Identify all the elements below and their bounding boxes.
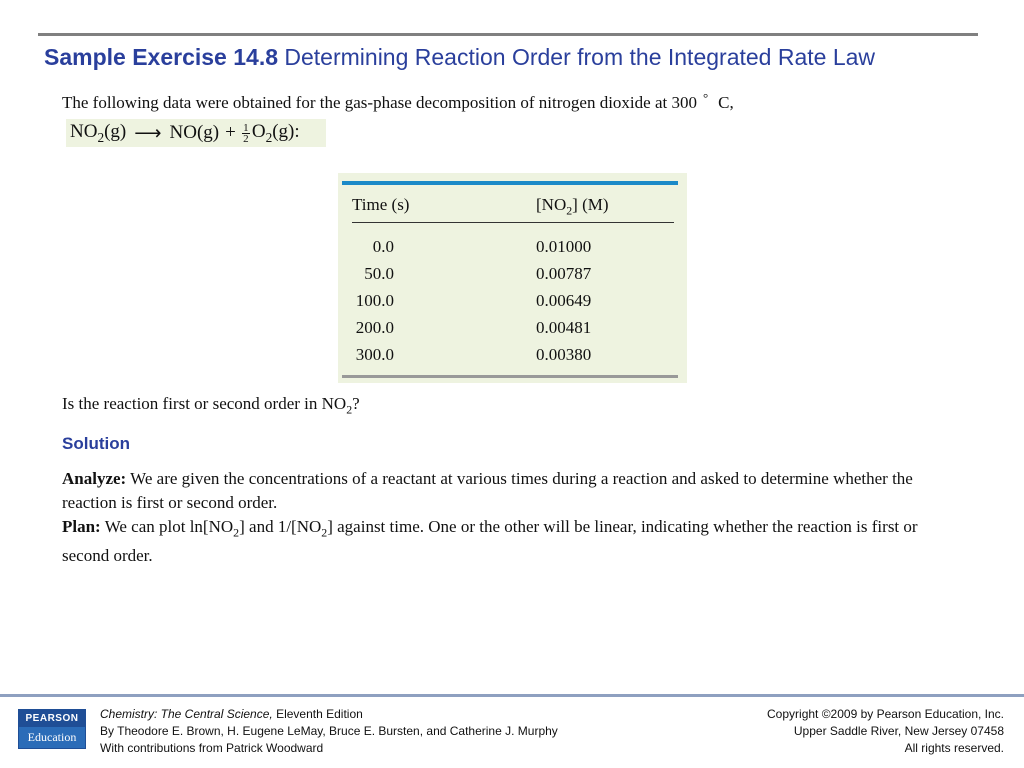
intro-sentence: The following data were obtained for the gas-phase decomposition of nitrogen dioxide at 300 <box>62 93 697 112</box>
question-text: Is the reaction first or second order in $NO_2$? <box>62 394 360 417</box>
publisher-address: Upper Saddle River, New Jersey 07458 <box>793 724 1004 738</box>
table-cell-concentration: 0.00481 <box>536 318 592 337</box>
analyze-paragraph <box>62 467 942 515</box>
equation-plus: + <box>225 122 236 143</box>
top-rule <box>38 33 978 36</box>
intro-text <box>62 90 734 113</box>
book-authors: By Theodore E. Brown, H. Eugene LeMay, Bruce E. Bursten, and Catherine J. Murphy <box>100 724 558 738</box>
table-top-bar <box>342 181 678 185</box>
table-header-rule <box>352 222 674 223</box>
table-header-time: Time (s) <box>352 195 410 214</box>
book-title: Chemistry: The Central Science, <box>100 707 273 721</box>
footer-copyright <box>767 706 1004 757</box>
copyright-line: Copyright ©2009 by Pearson Education, Inc. <box>767 707 1004 721</box>
logo-bottom-text: Education <box>19 727 85 748</box>
footer-rule <box>0 694 1024 697</box>
degree-symbol: ° <box>702 90 709 105</box>
analyze-text: We are given the concentrations of a reactant at various times during a reaction and asked to determine whether the reaction is first or second order. <box>62 469 913 512</box>
table-cell-time: 100.0 <box>355 291 394 310</box>
pearson-logo <box>18 709 86 749</box>
book-contributors: With contributions from Patrick Woodward <box>100 741 324 755</box>
logo-top-text: PEARSON <box>19 710 85 727</box>
equation-reactant: $NO_2(g)$ <box>70 120 127 145</box>
table-cell-time: 200.0 <box>355 318 394 337</box>
book-edition: Eleventh Edition <box>272 707 363 721</box>
equation-product-no: NO(g) <box>169 122 220 143</box>
table-header-concentration: $[NO_2]$ (M) <box>536 195 609 218</box>
plan-label: Plan: <box>62 517 101 536</box>
slide-title <box>44 44 875 71</box>
table-cell-time: 300.0 <box>355 345 394 364</box>
reaction-arrow: ⟶ <box>134 122 162 144</box>
table-cell-concentration: 0.01000 <box>536 237 592 256</box>
footer-book-info <box>100 706 558 757</box>
solution-heading: Solution <box>62 434 130 453</box>
plan-paragraph: Plan: We can plot $\ln[NO_2]$ and $1/[NO_2]$ against time. One or the other will be linear, indicating whether the reaction is first or second order. <box>62 517 918 566</box>
title-topic: Determining Reaction Order from the Integrated Rate Law <box>284 44 876 70</box>
reaction-equation <box>66 119 326 147</box>
title-exercise-number: Sample Exercise 14.8 <box>44 44 278 70</box>
rights-reserved: All rights reserved. <box>904 741 1004 755</box>
data-table <box>338 173 687 383</box>
intro-unit: C, <box>718 93 734 112</box>
equation-fraction: $\frac{1}{2}$ <box>243 121 249 145</box>
table-cell-concentration: 0.00380 <box>536 345 592 364</box>
table-cell-time: 50.0 <box>364 264 394 283</box>
table-cell-concentration: 0.00787 <box>536 264 592 283</box>
table-cell-time: 0.0 <box>372 237 394 256</box>
analyze-label: Analyze: <box>62 469 127 488</box>
table-bottom-rule <box>342 375 678 378</box>
table-cell-concentration: 0.00649 <box>536 291 592 310</box>
equation-product-o2: $O_2(g)$: <box>251 120 300 145</box>
